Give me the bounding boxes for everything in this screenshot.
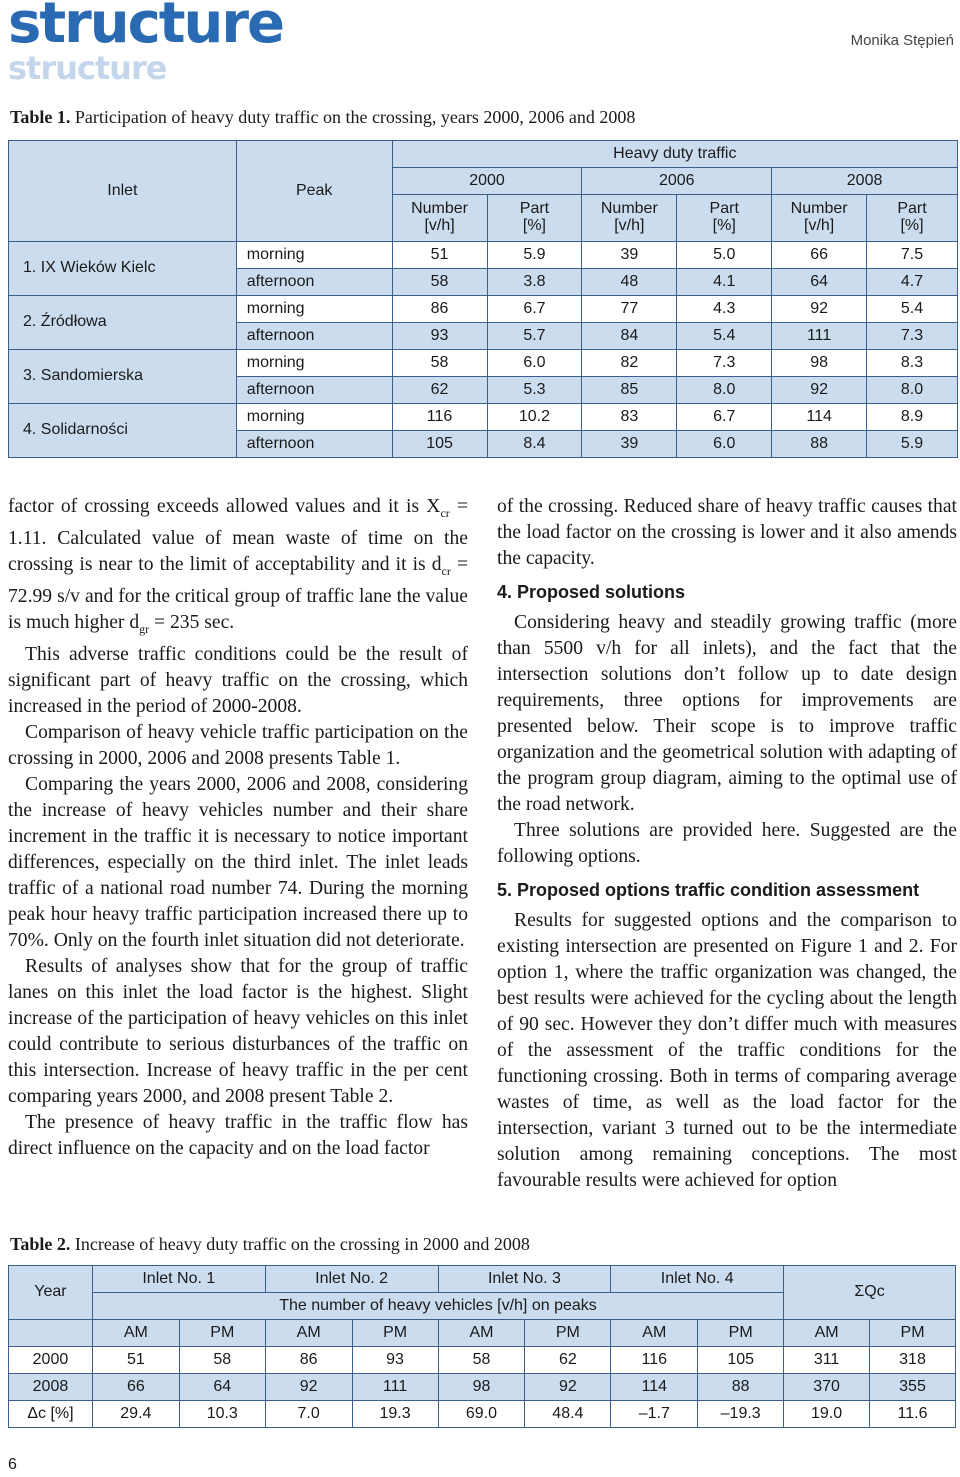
table1-cell: 88 bbox=[772, 431, 867, 458]
table1-label: Table 1. bbox=[10, 107, 71, 127]
logo-main-text: structure bbox=[8, 0, 284, 56]
table2-cell: 116 bbox=[611, 1347, 698, 1374]
table1-cell: 8.0 bbox=[867, 377, 958, 404]
table2-cell: 88 bbox=[698, 1374, 784, 1401]
table1-header-number: Number [v/h] bbox=[772, 195, 867, 242]
table2-cell: 98 bbox=[438, 1374, 525, 1401]
page-number: 6 bbox=[8, 1456, 17, 1473]
table1-cell: 3.8 bbox=[487, 269, 582, 296]
table1-header-peak: Peak bbox=[236, 141, 392, 242]
table2-header-pm: PM bbox=[352, 1320, 438, 1347]
table1-peak-cell: afternoon bbox=[236, 377, 392, 404]
table1-caption-text: Participation of heavy duty traffic on the crossing, years 2000, 2006 and 2008 bbox=[74, 107, 636, 127]
table2-cell: 86 bbox=[265, 1347, 352, 1374]
table2-caption bbox=[10, 1234, 530, 1255]
table-row bbox=[9, 242, 958, 269]
table2-header-pm: PM bbox=[698, 1320, 784, 1347]
table2-cell: 114 bbox=[611, 1374, 698, 1401]
table2-cell: 318 bbox=[870, 1347, 956, 1374]
table2-header-pm: PM bbox=[525, 1320, 611, 1347]
paragraph: Three solutions are provided here. Suggested are the following options. bbox=[497, 820, 957, 867]
table1 bbox=[8, 140, 958, 458]
paragraph: This adverse traffic conditions could be the result of significant part of heavy traffic on the crossing, which increased in the period of 2000-2008. bbox=[8, 643, 468, 717]
table1-peak-cell: afternoon bbox=[236, 269, 392, 296]
table2-row-label: Δc [%] bbox=[9, 1401, 93, 1428]
table2-row-label: 2000 bbox=[9, 1347, 93, 1374]
paragraph: Comparing the years 2000, 2006 and 2008, considering the increase of heavy vehicles number and their share increment in the traffic it is necessary to notice important differences, especially on the third inlet. The inlet leads traffic of a national road number 74. During the morning peak hour heavy traffic participation increased there up to 70%. Only on the fourth inlet situation did not deteriorate. bbox=[8, 773, 468, 951]
table1-cell: 8.9 bbox=[867, 404, 958, 431]
table1-header-year: 2006 bbox=[582, 168, 772, 195]
table1-cell: 5.9 bbox=[867, 431, 958, 458]
table2-header-inlet: Inlet No. 3 bbox=[438, 1266, 611, 1293]
table2-header-sum: ΣQc bbox=[784, 1266, 956, 1320]
table1-cell: 92 bbox=[772, 377, 867, 404]
table2-cell: 29.4 bbox=[92, 1401, 179, 1428]
table1-cell: 39 bbox=[582, 242, 677, 269]
table1-header-inlet: Inlet bbox=[9, 141, 237, 242]
table2-cell: 58 bbox=[438, 1347, 525, 1374]
table1-peak-cell: morning bbox=[236, 350, 392, 377]
table2-header-inlet: Inlet No. 2 bbox=[265, 1266, 438, 1293]
table1-header-number: Number [v/h] bbox=[582, 195, 677, 242]
table2-header-am: AM bbox=[784, 1320, 870, 1347]
table1-cell: 5.7 bbox=[487, 323, 582, 350]
table2-header-inlet: Inlet No. 4 bbox=[611, 1266, 784, 1293]
table2-label: Table 2. bbox=[10, 1234, 71, 1254]
table1-cell: 85 bbox=[582, 377, 677, 404]
table1-header-year: 2008 bbox=[772, 168, 958, 195]
table1-header-number: Number [v/h] bbox=[392, 195, 487, 242]
author-name: Monika Stępień bbox=[850, 32, 954, 49]
table1-header-part: Part [%] bbox=[677, 195, 772, 242]
table2-cell: 58 bbox=[179, 1347, 265, 1374]
table2-cell: 355 bbox=[870, 1374, 956, 1401]
table2-cell: 19.0 bbox=[784, 1401, 870, 1428]
table1-cell: 8.3 bbox=[867, 350, 958, 377]
table1-cell: 48 bbox=[582, 269, 677, 296]
table1-peak-cell: morning bbox=[236, 404, 392, 431]
table-row bbox=[9, 1347, 956, 1374]
table1-header-year: 2000 bbox=[392, 168, 582, 195]
table1-header-part: Part [%] bbox=[487, 195, 582, 242]
table1-cell: 7.3 bbox=[867, 323, 958, 350]
paragraph: factor of crossing exceeds allowed values and it is $X_{cr} = 1.11$. Calculated value of mean waste of time on the crossing is near to the limit of acceptability and it is $d_{cr} = 72.99$ s/v and for the critical group of traffic lane the value is much higher $d_{gr} = 235$ sec. bbox=[8, 496, 468, 636]
section-heading: 4. Proposed solutions bbox=[497, 582, 686, 602]
table1-cell: 64 bbox=[772, 269, 867, 296]
table2-header-am: AM bbox=[611, 1320, 698, 1347]
table1-inlet-name: 2. Źródłowa bbox=[9, 296, 237, 350]
table1-cell: 7.3 bbox=[677, 350, 772, 377]
table1-cell: 5.4 bbox=[677, 323, 772, 350]
table2-cell: 62 bbox=[525, 1347, 611, 1374]
table2-cell: 66 bbox=[92, 1374, 179, 1401]
table1-peak-cell: morning bbox=[236, 242, 392, 269]
table2-caption-text: Increase of heavy duty traffic on the crossing in 2000 and 2008 bbox=[74, 1234, 530, 1254]
table1-cell: 6.7 bbox=[677, 404, 772, 431]
table1-cell: 8.4 bbox=[487, 431, 582, 458]
table1-cell: 5.9 bbox=[487, 242, 582, 269]
table2-header-inlet: Inlet No. 1 bbox=[92, 1266, 265, 1293]
table2-header-am: AM bbox=[92, 1320, 179, 1347]
body-column-left bbox=[8, 494, 468, 1162]
paragraph: of the crossing. Reduced share of heavy traffic causes that the load factor on the crossing is lower and it also amends the capacity. bbox=[497, 496, 957, 569]
table2-cell: 92 bbox=[525, 1374, 611, 1401]
table1-cell: 4.3 bbox=[677, 296, 772, 323]
table2-header-am: AM bbox=[438, 1320, 525, 1347]
table1-cell: 86 bbox=[392, 296, 487, 323]
table2-header-subtitle: The number of heavy vehicles [v/h] on peaks bbox=[92, 1293, 783, 1320]
table1-cell: 77 bbox=[582, 296, 677, 323]
table1-cell: 98 bbox=[772, 350, 867, 377]
table-row bbox=[9, 404, 958, 431]
table-row bbox=[9, 296, 958, 323]
table2-cell: 51 bbox=[92, 1347, 179, 1374]
table1-cell: 116 bbox=[392, 404, 487, 431]
table2-cell: 11.6 bbox=[870, 1401, 956, 1428]
table1-peak-cell: afternoon bbox=[236, 323, 392, 350]
body-column-right bbox=[497, 494, 957, 1194]
table1-cell: 66 bbox=[772, 242, 867, 269]
table1-inlet-name: 3. Sandomierska bbox=[9, 350, 237, 404]
paragraph: Comparison of heavy vehicle traffic participation on the crossing in 2000, 2006 and 2008 presents Table 1. bbox=[8, 721, 468, 769]
table2 bbox=[8, 1265, 956, 1428]
table1-cell: 84 bbox=[582, 323, 677, 350]
table2-cell: 92 bbox=[265, 1374, 352, 1401]
table1-cell: 39 bbox=[582, 431, 677, 458]
section-heading: 5. Proposed options traffic condition assessment bbox=[497, 880, 920, 900]
paragraph: Results of analyses show that for the group of traffic lanes on this inlet the load factor is the highest. Slight increase of the participation of heavy vehicles on this inlet could contribute to serious disturbances of the traffic on this intersection. Increase of heavy traffic in the per cent comparing years 2000, and 2008 present Table 2. bbox=[8, 955, 468, 1107]
table1-header-part: Part [%] bbox=[867, 195, 958, 242]
table2-cell: 7.0 bbox=[265, 1401, 352, 1428]
table1-cell: 51 bbox=[392, 242, 487, 269]
table1-cell: 62 bbox=[392, 377, 487, 404]
table2-cell: 93 bbox=[352, 1347, 438, 1374]
table1-inlet-name: 4. Solidarności bbox=[9, 404, 237, 458]
paragraph: Considering heavy and steadily growing traffic (more than 5500 v/h for all inlets), and the fact that the intersection solutions don’t follow up to date design requirements, three options for improvements are presented below. Their scope is to improve traffic organization and the geometrical solution with adapting of the program group diagram, aiming to the optimal use of the road network. bbox=[497, 612, 957, 815]
table1-cell: 114 bbox=[772, 404, 867, 431]
table2-header-am: AM bbox=[265, 1320, 352, 1347]
table2-cell: 311 bbox=[784, 1347, 870, 1374]
table1-cell: 105 bbox=[392, 431, 487, 458]
table1-cell: 7.5 bbox=[867, 242, 958, 269]
table1-cell: 8.0 bbox=[677, 377, 772, 404]
table2-cell: –1.7 bbox=[611, 1401, 698, 1428]
table1-cell: 5.0 bbox=[677, 242, 772, 269]
table-row bbox=[9, 350, 958, 377]
table1-cell: 83 bbox=[582, 404, 677, 431]
table2-cell: –19.3 bbox=[698, 1401, 784, 1428]
table1-peak-cell: morning bbox=[236, 296, 392, 323]
table1-cell: 6.7 bbox=[487, 296, 582, 323]
table1-cell: 82 bbox=[582, 350, 677, 377]
table1-cell: 92 bbox=[772, 296, 867, 323]
table2-header-pm: PM bbox=[179, 1320, 265, 1347]
table2-cell: 48.4 bbox=[525, 1401, 611, 1428]
table1-cell: 5.4 bbox=[867, 296, 958, 323]
table1-cell: 58 bbox=[392, 350, 487, 377]
table-row bbox=[9, 1374, 956, 1401]
paragraph: The presence of heavy traffic in the traffic flow has direct influence on the capacity and on the load factor bbox=[8, 1111, 468, 1159]
table1-caption bbox=[10, 107, 635, 128]
table2-row-label: 2008 bbox=[9, 1374, 93, 1401]
table2-header-year: Year bbox=[9, 1266, 93, 1320]
table1-cell: 10.2 bbox=[487, 404, 582, 431]
table1-peak-cell: afternoon bbox=[236, 431, 392, 458]
table2-header-pm: PM bbox=[870, 1320, 956, 1347]
table1-cell: 4.7 bbox=[867, 269, 958, 296]
table1-cell: 6.0 bbox=[677, 431, 772, 458]
table1-cell: 111 bbox=[772, 323, 867, 350]
table2-cell: 69.0 bbox=[438, 1401, 525, 1428]
table1-inlet-name: 1. IX Wieków Kielc bbox=[9, 242, 237, 296]
table1-cell: 5.3 bbox=[487, 377, 582, 404]
table1-cell: 4.1 bbox=[677, 269, 772, 296]
table2-header-empty bbox=[9, 1320, 93, 1347]
paragraph: Results for suggested options and the comparison to existing intersection are presented on Figure 1 and 2. For option 1, where the traffic organization was changed, the best results were achieved for the cycling about the length of 90 sec. However they don’t differ much with measures of the assessment of the traffic conditions for the functioning crossing. Both in terms of comparing average wastes of time, as well as the load factor for the intersection, variant 3 turned out to be the intermediate solution among remaining conceptions. The most favourable results were achieved for option bbox=[497, 910, 957, 1191]
table1-header-group: Heavy duty traffic bbox=[392, 141, 957, 168]
table1-cell: 6.0 bbox=[487, 350, 582, 377]
table2-cell: 64 bbox=[179, 1374, 265, 1401]
table1-cell: 93 bbox=[392, 323, 487, 350]
table2-cell: 370 bbox=[784, 1374, 870, 1401]
table2-cell: 111 bbox=[352, 1374, 438, 1401]
table1-cell: 58 bbox=[392, 269, 487, 296]
table2-cell: 19.3 bbox=[352, 1401, 438, 1428]
logo-shadow-text: structure bbox=[8, 49, 167, 87]
table-row bbox=[9, 1401, 956, 1428]
table2-cell: 105 bbox=[698, 1347, 784, 1374]
journal-logo bbox=[8, 0, 284, 87]
table2-cell: 10.3 bbox=[179, 1401, 265, 1428]
